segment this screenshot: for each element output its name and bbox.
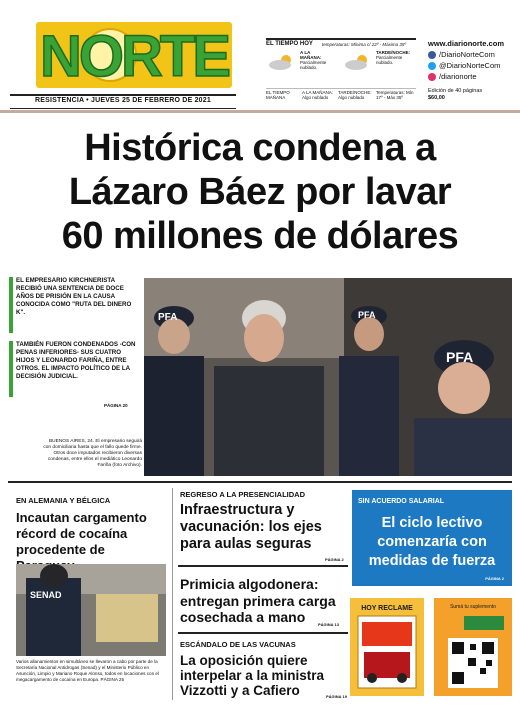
- headline-line: 60 millones de dólares: [61, 215, 459, 257]
- website-link[interactable]: www.diarionorte.com: [428, 39, 504, 48]
- instagram-link[interactable]: /diarionorte: [428, 71, 518, 82]
- weather-afternoon: TARDE/NOCHE: Parcialmente nublado.: [376, 50, 411, 65]
- twitter-link[interactable]: @DiarioNorteCom: [428, 60, 518, 71]
- lead-photo[interactable]: [144, 278, 512, 476]
- dateline: RESISTENCIA • JUEVES 25 DE FEBRERO DE 2021: [35, 97, 211, 104]
- weather-temps: temperaturas: Mínima c/ 22º - Máxima 35º: [322, 42, 407, 47]
- logo-text: NORTE: [40, 24, 228, 89]
- weather-morning: A LA MAÑANA: Parcialmente nublado.: [300, 50, 327, 70]
- mid-story-headline[interactable]: Primicia algodonera: entregan primera carga cosechada a mano: [180, 576, 336, 625]
- ad-graphic: [434, 598, 512, 696]
- ad-title: HOY RECLAME: [361, 605, 413, 612]
- instagram-icon: [428, 73, 436, 81]
- svg-text:PFA: PFA: [358, 310, 376, 320]
- left-story-caption: Varios allanamientos en simultáneo se llevaron a cabo por parte de la Secretaría Nacional Antidrogas (Senad) y el Ministerio Público en Asunción, Limpio y Mariano Roque Alonso, todos en locaciones con el megacargamento de cocaína en Europa. PÁGINA 25: [16, 659, 160, 682]
- svg-text:PFA: PFA: [446, 349, 474, 365]
- left-story-kicker: EN ALEMANIA Y BÉLGICA: [16, 496, 111, 505]
- weather-tomorrow-label: EL TIEMPO MAÑANA: [266, 90, 290, 100]
- edition-info: [428, 88, 518, 102]
- lead-photo-image: [144, 278, 512, 476]
- highlight-page: PÁGINA 2: [485, 576, 504, 581]
- ad-supplement[interactable]: [434, 598, 512, 696]
- ad-hoy-reclame[interactable]: [350, 598, 424, 696]
- lead-paragraph: TAMBIÉN FUERON CONDENADOS -CON PENAS INFERIORES- SUS CUATRO HIJOS Y LEONARDO FARIÑA, ENTRE OTROS. EL IMPACTO POLÍTICO DE LA DECISIÓN JUDICIAL.: [16, 341, 136, 380]
- weather-tomorrow-temps: Temperaturas: Mín 17º - Máx 35º: [376, 90, 414, 100]
- masthead-rule: [10, 94, 236, 96]
- weather-divider: [266, 88, 416, 89]
- mid-story-kicker: ESCÁNDALO DE LAS VACUNAS: [180, 640, 296, 649]
- edition-pages: Edición de 40 páginas: [428, 88, 483, 94]
- edition-price: $60,00: [428, 95, 445, 101]
- logo-graphic: [36, 20, 232, 90]
- mid-story-headline[interactable]: Infraestructura y vacunación: los ejes para aulas seguras: [180, 502, 322, 552]
- social-links: [428, 38, 518, 82]
- lead-accent-bar: [9, 277, 13, 333]
- headline-line: Histórica condena a: [84, 127, 436, 169]
- lead-accent-bar: [9, 341, 13, 397]
- left-story-photo-image: [16, 564, 166, 656]
- facebook-icon: [428, 51, 436, 59]
- mid-story-page: PÁGINA 13: [318, 622, 339, 627]
- highlight-box[interactable]: [352, 490, 512, 586]
- weather-tomorrow-morning: A LA MAÑANA: Algo nublado: [302, 90, 334, 100]
- section-divider: [8, 481, 512, 483]
- svg-text:PFA: PFA: [158, 312, 178, 323]
- weather-panel: [266, 38, 416, 106]
- weather-tomorrow-night: TARDE/NOCHE: Algo nublado: [338, 90, 372, 100]
- mid-story-page: PÁGINA 19: [326, 694, 347, 699]
- ad-text: Sumá tu suplemento: [450, 604, 496, 610]
- sun-cloud-icon: [344, 54, 372, 70]
- lead-page-ref: PÁGINA 20: [104, 403, 128, 408]
- masthead-bar: [0, 110, 520, 113]
- headline-line: Lázaro Báez por lavar: [68, 171, 452, 213]
- left-story-photo[interactable]: [16, 564, 166, 656]
- masthead-rule-bottom: [10, 108, 236, 109]
- column-rule: [172, 488, 173, 700]
- twitter-icon: [428, 62, 436, 70]
- lead-photo-caption: BUENOS AIRES, 24. El empresario seguirá con domiciliaria hasta que el fallo quede firme. Otros doce imputados recibieron diversas condenas, entre ellos el mediático Leonardo Fariña (foto Archivo).: [43, 439, 142, 468]
- logo: [36, 20, 232, 90]
- lead-paragraph: EL EMPRESARIO KIRCHNERISTA RECIBIÓ UNA SENTENCIA DE DOCE AÑOS DE PRISIÓN EN LA CAUSA CONOCIDA COMO "RUTA DEL DINERO K".: [16, 277, 132, 316]
- mid-story-headline[interactable]: La oposición quiere interpelar a la ministra Vizzotti y a Cafiero: [180, 653, 325, 698]
- facebook-link[interactable]: /DiarioNorteCom: [428, 49, 518, 60]
- mid-story-page: PÁGINA 2: [325, 557, 344, 562]
- sun-cloud-icon: [268, 54, 296, 70]
- highlight-kicker: SIN ACUERDO SALARIAL: [358, 498, 445, 505]
- ad-graphic: [350, 598, 424, 696]
- main-headline[interactable]: [10, 126, 510, 258]
- photo-label: SENAD: [30, 590, 62, 600]
- weather-title: EL TIEMPO HOY: [266, 41, 313, 47]
- highlight-headline: El ciclo lectivo comenzaría con medidas de fuerza: [368, 515, 496, 569]
- story-rule: [178, 565, 348, 567]
- left-story-headline[interactable]: Incautan cargamento récord de cocaína procedente de: [16, 510, 147, 557]
- mid-story-kicker: REGRESO A LA PRESENCIALIDAD: [180, 490, 306, 499]
- story-rule: [178, 632, 348, 634]
